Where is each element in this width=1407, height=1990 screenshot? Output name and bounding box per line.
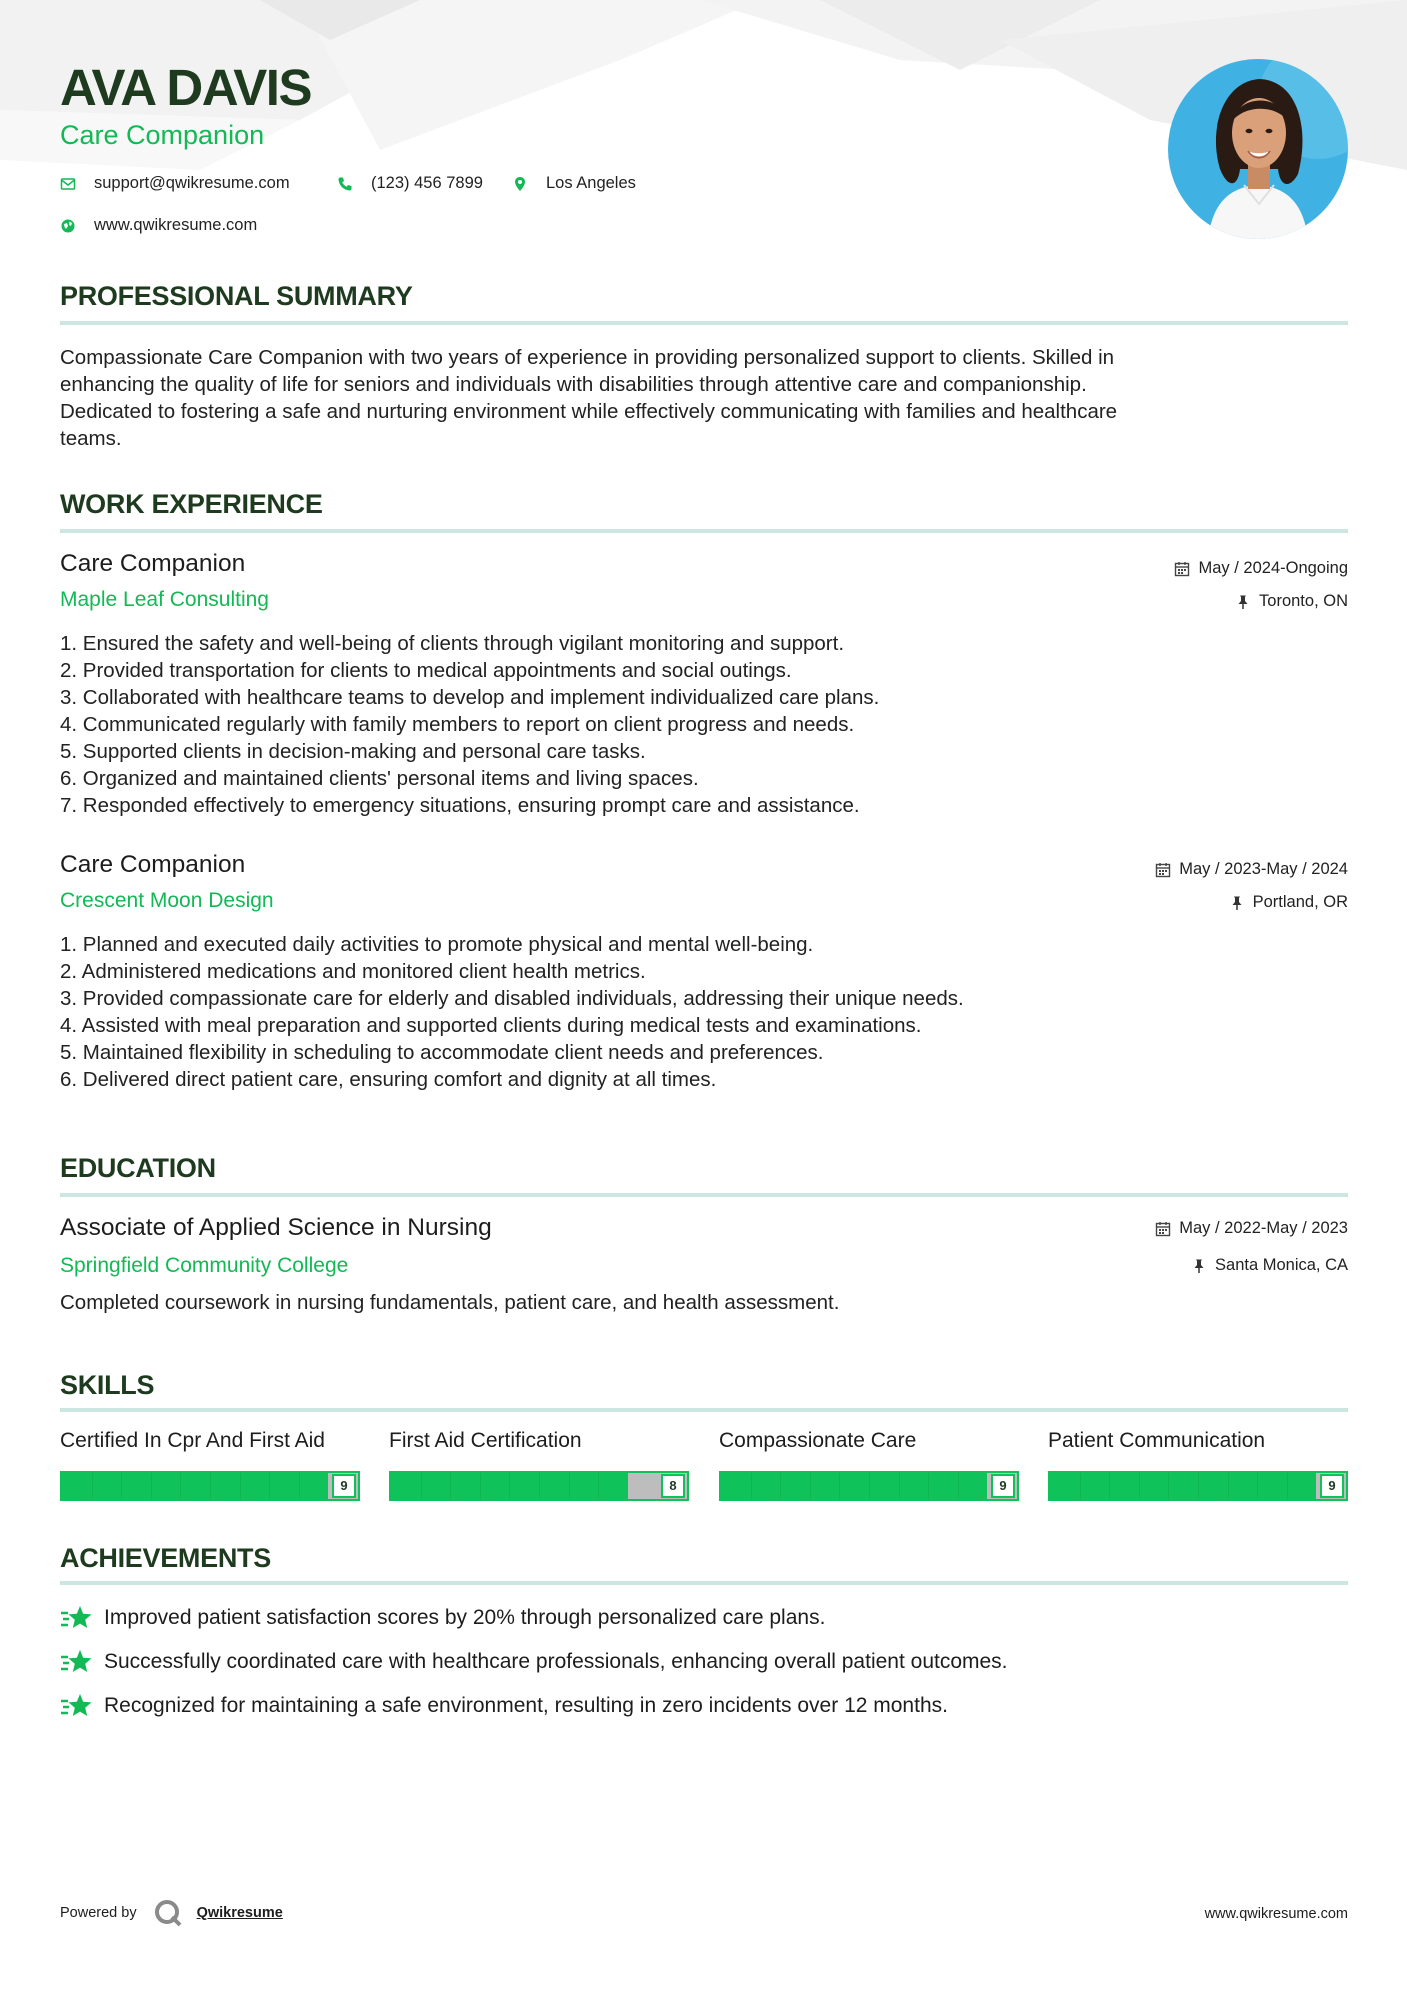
education-dates-text: May / 2022-May / 2023 [1179, 1219, 1348, 1237]
footer-powered-by [60, 1898, 283, 1928]
job-location [1229, 893, 1348, 912]
calendar-icon [1174, 561, 1190, 577]
contact-website[interactable] [60, 216, 257, 235]
globe-icon [60, 218, 76, 234]
pushpin-icon [1229, 895, 1245, 911]
summary-text [60, 344, 1350, 452]
job-title: Care Companion [60, 851, 246, 878]
skill-bar-segment-divider [240, 1473, 241, 1499]
phone-icon [337, 176, 353, 192]
list-item: 4. Communicated regularly with family members to report on client progress and needs. [60, 713, 855, 736]
job-company: Maple Leaf Consulting [60, 588, 269, 611]
skill-name: Certified In Cpr And First Aid [60, 1429, 325, 1452]
star-icon [60, 1692, 92, 1720]
summary-line: enhancing the quality of life for seniors and individuals with disabilities through attentive care and companionship. [60, 373, 1087, 396]
list-item: 1. Planned and executed daily activities to promote physical and mental well-being. [60, 933, 814, 956]
summary-divider [60, 321, 1348, 325]
list-item: 3. Collaborated with healthcare teams to develop and implement individualized care plans. [60, 686, 880, 709]
job-location-text: Portland, OR [1252, 893, 1348, 911]
list-item: 2. Administered medications and monitored client health metrics. [60, 960, 646, 983]
achievement-item [60, 1648, 1008, 1676]
job-title: Care Companion [60, 550, 246, 577]
skill-name: First Aid Certification [389, 1429, 582, 1452]
skill-item [389, 1429, 689, 1501]
summary-line: teams. [60, 427, 122, 450]
job-location [1235, 592, 1348, 611]
job-dates-text: May / 2024-Ongoing [1198, 559, 1348, 577]
skill-bar-segment-divider [751, 1473, 752, 1499]
profile-photo-illustration [1168, 59, 1348, 239]
envelope-icon [60, 176, 76, 192]
achievement-text: Improved patient satisfaction scores by 20% through personalized care plans. [104, 1606, 826, 1629]
skill-bar-segment-divider [480, 1473, 481, 1499]
skill-bar-segment-divider [1287, 1473, 1288, 1499]
pushpin-icon [1191, 1258, 1207, 1274]
education-description: Completed coursework in nursing fundamentals, patient care, and health assessment. [60, 1291, 840, 1314]
contact-email[interactable] [60, 174, 290, 193]
education-heading: EDUCATION [60, 1153, 216, 1183]
list-item: 2. Provided transportation for clients to medical appointments and social outings. [60, 659, 792, 682]
education-location-text: Santa Monica, CA [1215, 1256, 1348, 1274]
skill-bar-segment-divider [780, 1473, 781, 1499]
candidate-name: AVA DAVIS [60, 59, 311, 116]
skill-bar-segment-divider [1198, 1473, 1199, 1499]
skill-level-number: 8 [661, 1474, 685, 1498]
skill-level-fill [391, 1473, 628, 1499]
skill-bar-segment-divider [899, 1473, 900, 1499]
skill-item [60, 1429, 360, 1501]
skill-bar-segment-divider [269, 1473, 270, 1499]
skill-bar-segment-divider [539, 1473, 540, 1499]
skill-level-bar [719, 1471, 1019, 1501]
education-location [1191, 1256, 1348, 1275]
education-dates [1155, 1219, 1348, 1238]
job-dates [1174, 559, 1348, 578]
list-item: 1. Ensured the safety and well-being of clients through vigilant monitoring and support. [60, 632, 845, 655]
experience-divider [60, 529, 1348, 533]
skill-bar-segment-divider [810, 1473, 811, 1499]
skill-item [1048, 1429, 1348, 1501]
skill-bar-segment-divider [450, 1473, 451, 1499]
skill-bar-segment-divider [1139, 1473, 1140, 1499]
candidate-role: Care Companion [60, 120, 265, 150]
contact-email-text: support@qwikresume.com [94, 174, 290, 192]
job-location-text: Toronto, ON [1259, 592, 1348, 610]
experience-heading: WORK EXPERIENCE [60, 489, 323, 519]
skill-level-number: 9 [991, 1474, 1015, 1498]
summary-heading: PROFESSIONAL SUMMARY [60, 281, 413, 311]
skill-bar-segment-divider [598, 1473, 599, 1499]
skill-name: Compassionate Care [719, 1429, 917, 1452]
skill-bar-segment-divider [92, 1473, 93, 1499]
skill-bar-segment-divider [928, 1473, 929, 1499]
achievement-item [60, 1692, 948, 1720]
powered-by-label: Powered by [60, 1905, 137, 1921]
education-school: Springfield Community College [60, 1254, 349, 1277]
skill-level-bar [60, 1471, 360, 1501]
achievement-text: Successfully coordinated care with healthcare professionals, enhancing overall patient outcomes. [104, 1650, 1008, 1673]
achievement-text: Recognized for maintaining a safe environment, resulting in zero incidents over 12 months. [104, 1694, 948, 1717]
list-item: 6. Organized and maintained clients' personal items and living spaces. [60, 767, 699, 790]
summary-line: Dedicated to fostering a safe and nurturing environment while effectively communicating with families and healthcare [60, 400, 1118, 423]
education-degree: Associate of Applied Science in Nursing [60, 1214, 492, 1241]
achievement-item [60, 1604, 825, 1632]
list-item: 7. Responded effectively to emergency situations, ensuring prompt care and assistance. [60, 794, 860, 817]
skill-bar-segment-divider [839, 1473, 840, 1499]
skill-bar-segment-divider [210, 1473, 211, 1499]
contact-phone-text: (123) 456 7899 [371, 174, 483, 192]
skill-item [719, 1429, 1019, 1501]
list-item: 6. Delivered direct patient care, ensuring comfort and dignity at all times. [60, 1068, 717, 1091]
skill-name: Patient Communication [1048, 1429, 1266, 1452]
calendar-icon [1155, 862, 1171, 878]
calendar-icon [1155, 1221, 1171, 1237]
skill-bar-segment-divider [180, 1473, 181, 1499]
list-item: 3. Provided compassionate care for elderly and disabled individuals, addressing their unique needs. [60, 987, 964, 1010]
skill-level-bar [389, 1471, 689, 1501]
contact-location-text: Los Angeles [546, 174, 636, 192]
education-divider [60, 1193, 1348, 1197]
skill-bar-segment-divider [869, 1473, 870, 1499]
skills-divider [60, 1408, 1348, 1412]
qwikresume-logo-icon [153, 1898, 183, 1928]
star-icon [60, 1648, 92, 1676]
job-dates [1155, 860, 1348, 879]
job-dates-text: May / 2023-May / 2024 [1179, 860, 1348, 878]
skill-level-fill [1050, 1473, 1316, 1499]
skill-level-fill [62, 1473, 328, 1499]
job-duties-list [60, 630, 1350, 819]
skill-bar-segment-divider [1228, 1473, 1229, 1499]
contact-website-text: www.qwikresume.com [94, 216, 258, 234]
skill-bar-segment-divider [299, 1473, 300, 1499]
list-item: 5. Maintained flexibility in scheduling to accommodate client needs and preferences. [60, 1041, 824, 1064]
skill-level-fill [721, 1473, 987, 1499]
star-icon [60, 1604, 92, 1632]
contact-location [512, 174, 636, 193]
skill-bar-segment-divider [121, 1473, 122, 1499]
footer-website[interactable]: www.qwikresume.com [1204, 1906, 1348, 1922]
achievements-divider [60, 1581, 1348, 1585]
skill-bar-segment-divider [1168, 1473, 1169, 1499]
job-duties-list [60, 931, 1350, 1093]
skill-level-number: 9 [332, 1474, 356, 1498]
contact-phone[interactable] [337, 174, 483, 193]
list-item: 4. Assisted with meal preparation and supported clients during medical tests and examinations. [60, 1014, 922, 1037]
skills-heading: SKILLS [60, 1370, 155, 1400]
skill-bar-segment-divider [1109, 1473, 1110, 1499]
summary-line: Compassionate Care Companion with two years of experience in providing personalized support to clients. Skilled in [60, 346, 1115, 369]
skill-bar-segment-divider [421, 1473, 422, 1499]
skill-bar-segment-divider [1257, 1473, 1258, 1499]
pushpin-icon [1235, 594, 1251, 610]
skill-bar-segment-divider [958, 1473, 959, 1499]
list-item: 5. Supported clients in decision-making and personal care tasks. [60, 740, 646, 763]
skill-level-bar [1048, 1471, 1348, 1501]
skill-bar-segment-divider [509, 1473, 510, 1499]
skill-level-number: 9 [1320, 1474, 1344, 1498]
skill-bar-segment-divider [1080, 1473, 1081, 1499]
job-company: Crescent Moon Design [60, 889, 274, 912]
skill-bar-segment-divider [151, 1473, 152, 1499]
profile-photo [1168, 59, 1348, 239]
skill-bar-segment-divider [569, 1473, 570, 1499]
achievements-heading: ACHIEVEMENTS [60, 1543, 271, 1573]
qwikresume-link[interactable]: Qwikresume [196, 1905, 283, 1921]
map-pin-icon [512, 176, 528, 192]
